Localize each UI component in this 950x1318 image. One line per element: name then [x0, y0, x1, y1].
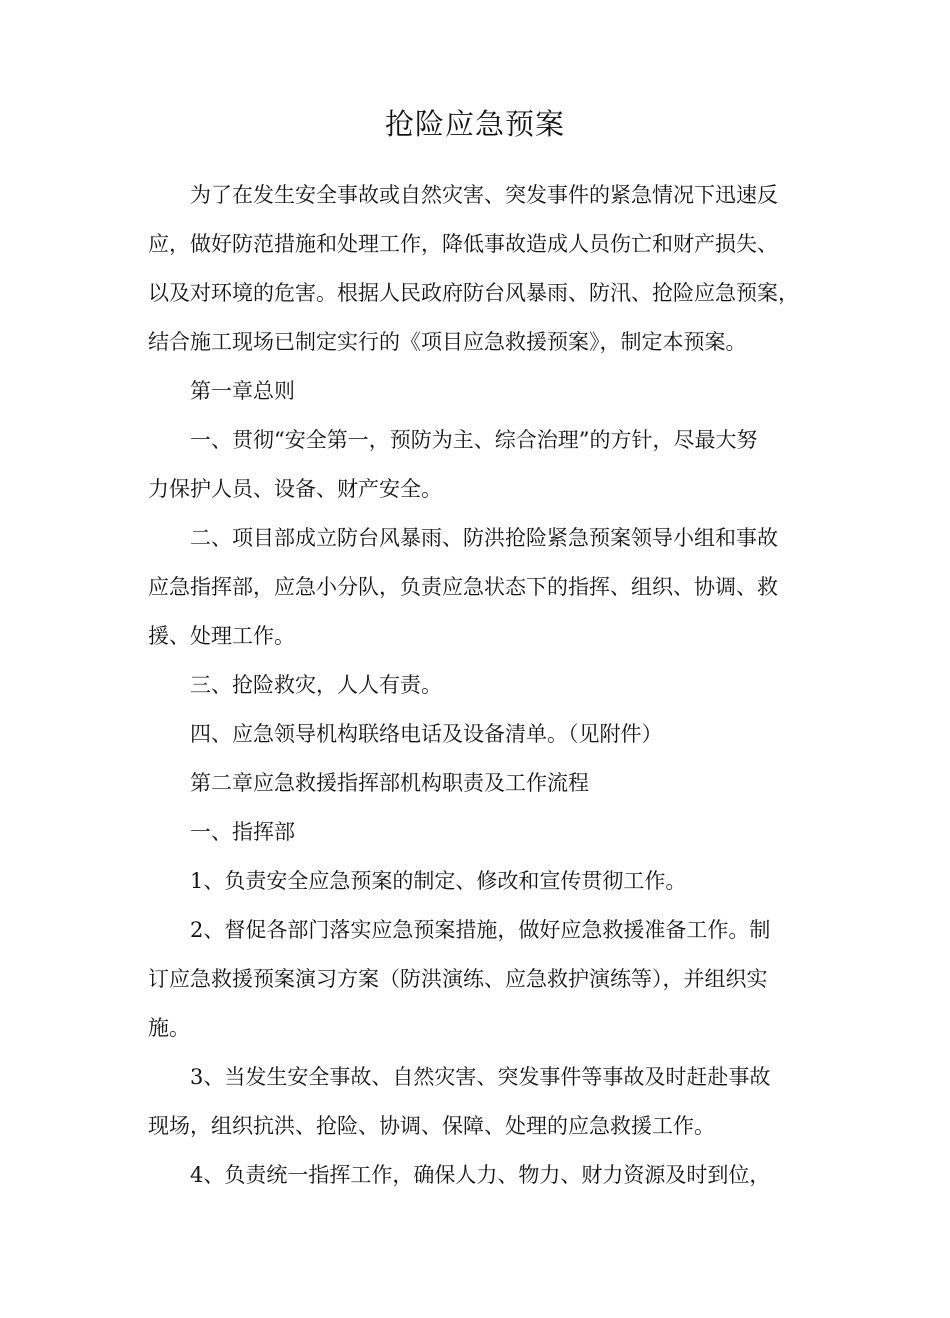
paragraph-line: 应，做好防范措施和处理工作，降低事故造成人员伤亡和财产损失、: [148, 232, 778, 256]
paragraph-line: 为了在发生安全事故或自然灾害、突发事件的紧急情况下迅速反: [190, 183, 778, 207]
paragraph-line: 四、应急领导机构联络电话及设备清单。（见附件）: [190, 722, 663, 746]
paragraph-line: 结合施工现场已制定实行的《项目应急救援预案》，制定本预案。: [148, 330, 747, 354]
paragraph-line: 力保护人员、设备、财产安全。: [148, 477, 442, 501]
paragraph-line: 现场，组织抗洪、抢险、协调、保障、处理的应急救援工作。: [148, 1114, 715, 1138]
list-item: 2、督促各部门落实应急预案措施，做好应急救援准备工作。制: [190, 918, 771, 942]
list-item: 4、负责统一指挥工作，确保人力、物力、财力资源及时到位，: [190, 1163, 771, 1187]
chapter-heading: 第二章应急救援指挥部机构职责及工作流程: [190, 771, 589, 795]
section-heading: 一、指挥部: [190, 820, 295, 844]
paragraph-line: 以及对环境的危害。根据人民政府防台风暴雨、防汛、抢险应急预案，: [148, 281, 799, 305]
paragraph-line: 应急指挥部，应急小分队，负责应急状态下的指挥、组织、协调、救: [148, 575, 778, 599]
paragraph-line: 订应急救援预案演习方案（防洪演练、应急救护演练等），并组织实: [148, 967, 768, 991]
chapter-heading: 第一章总则: [190, 379, 295, 403]
paragraph-line: 二、项目部成立防台风暴雨、防洪抢险紧急预案领导小组和事故: [190, 526, 778, 550]
paragraph-line: 援、处理工作。: [148, 624, 295, 648]
list-item: 1、负责安全应急预案的制定、修改和宣传贯彻工作。: [190, 869, 687, 893]
paragraph-line: 三、抢险救灾，人人有责。: [190, 673, 442, 697]
paragraph-line: 一、贯彻“安全第一，预防为主、综合治理”的方针，尽最大努: [190, 428, 758, 452]
list-item: 3、当发生安全事故、自然灾害、突发事件等事故及时赶赴事故: [190, 1065, 771, 1089]
paragraph-line: 施。: [148, 1016, 190, 1040]
document-title: 抢险应急预案: [384, 107, 565, 141]
